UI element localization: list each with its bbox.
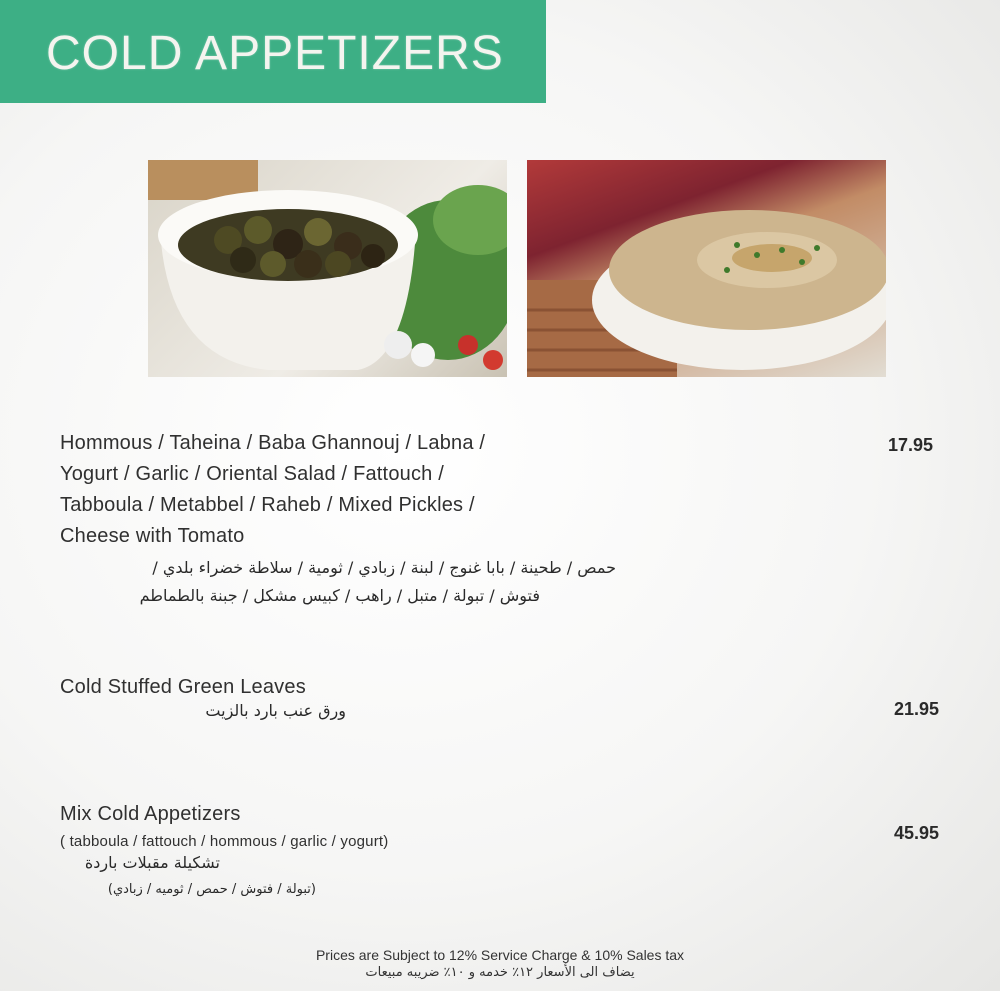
footer-tax-note-arabic: يضاف الى الأسعار ١٢٪ خدمه و ١٠٪ ضريبه مبيعات [365, 965, 635, 980]
item-arabic-detail [60, 876, 316, 904]
item-name: Cold Stuffed Green Leaves [60, 676, 306, 698]
item-arabic-line: تشكيلة مقبلات باردة [84, 853, 220, 872]
item-arabic-line: ورق عنب بارد بالزيت [205, 701, 346, 720]
item-arabic-line: حمص / طحينة / بابا غنوج / لبنة / زبادي / ثومية / سلاطة خضراء بلدي / [152, 558, 616, 577]
item-arabic-names [60, 554, 616, 610]
item-arabic-name [60, 697, 346, 725]
hummus-plate-photo [527, 160, 886, 377]
item-name-line: Hommous / Taheina / Baba Ghannouj / Labna / [60, 432, 486, 454]
item-name: Mix Cold Appetizers [60, 803, 241, 825]
item-name-line: Tabboula / Metabbel / Raheb / Mixed Pickles / [60, 494, 475, 516]
section-header-band [0, 0, 546, 103]
footer-tax-note: Prices are Subject to 12% Service Charge & 10% Sales tax [315, 947, 685, 963]
olives-bowl-photo [148, 160, 507, 377]
item-arabic-line: (تبولة / فتوش / حمص / ثوميه / زبادي) [107, 882, 316, 897]
item-price: 45.95 [894, 823, 940, 843]
item-name-line: Cheese with Tomato [60, 525, 245, 547]
item-detail: ( tabboula / fattouch / hommous / garlic / yogurt) [60, 833, 389, 850]
menu-item-mix-cold [60, 799, 389, 854]
item-name-line: Yogurt / Garlic / Oriental Salad / Fattouch / [60, 463, 444, 485]
item-arabic-name [60, 849, 220, 877]
section-title: COLD APPETIZERS [46, 27, 504, 80]
menu-item-mezze-selection [60, 428, 485, 552]
item-arabic-line: فتوش / تبولة / متبل / راهب / كبيس مشكل / جبنة بالطماطم [139, 586, 540, 605]
item-price: 17.95 [888, 435, 934, 455]
item-price: 21.95 [894, 699, 940, 719]
